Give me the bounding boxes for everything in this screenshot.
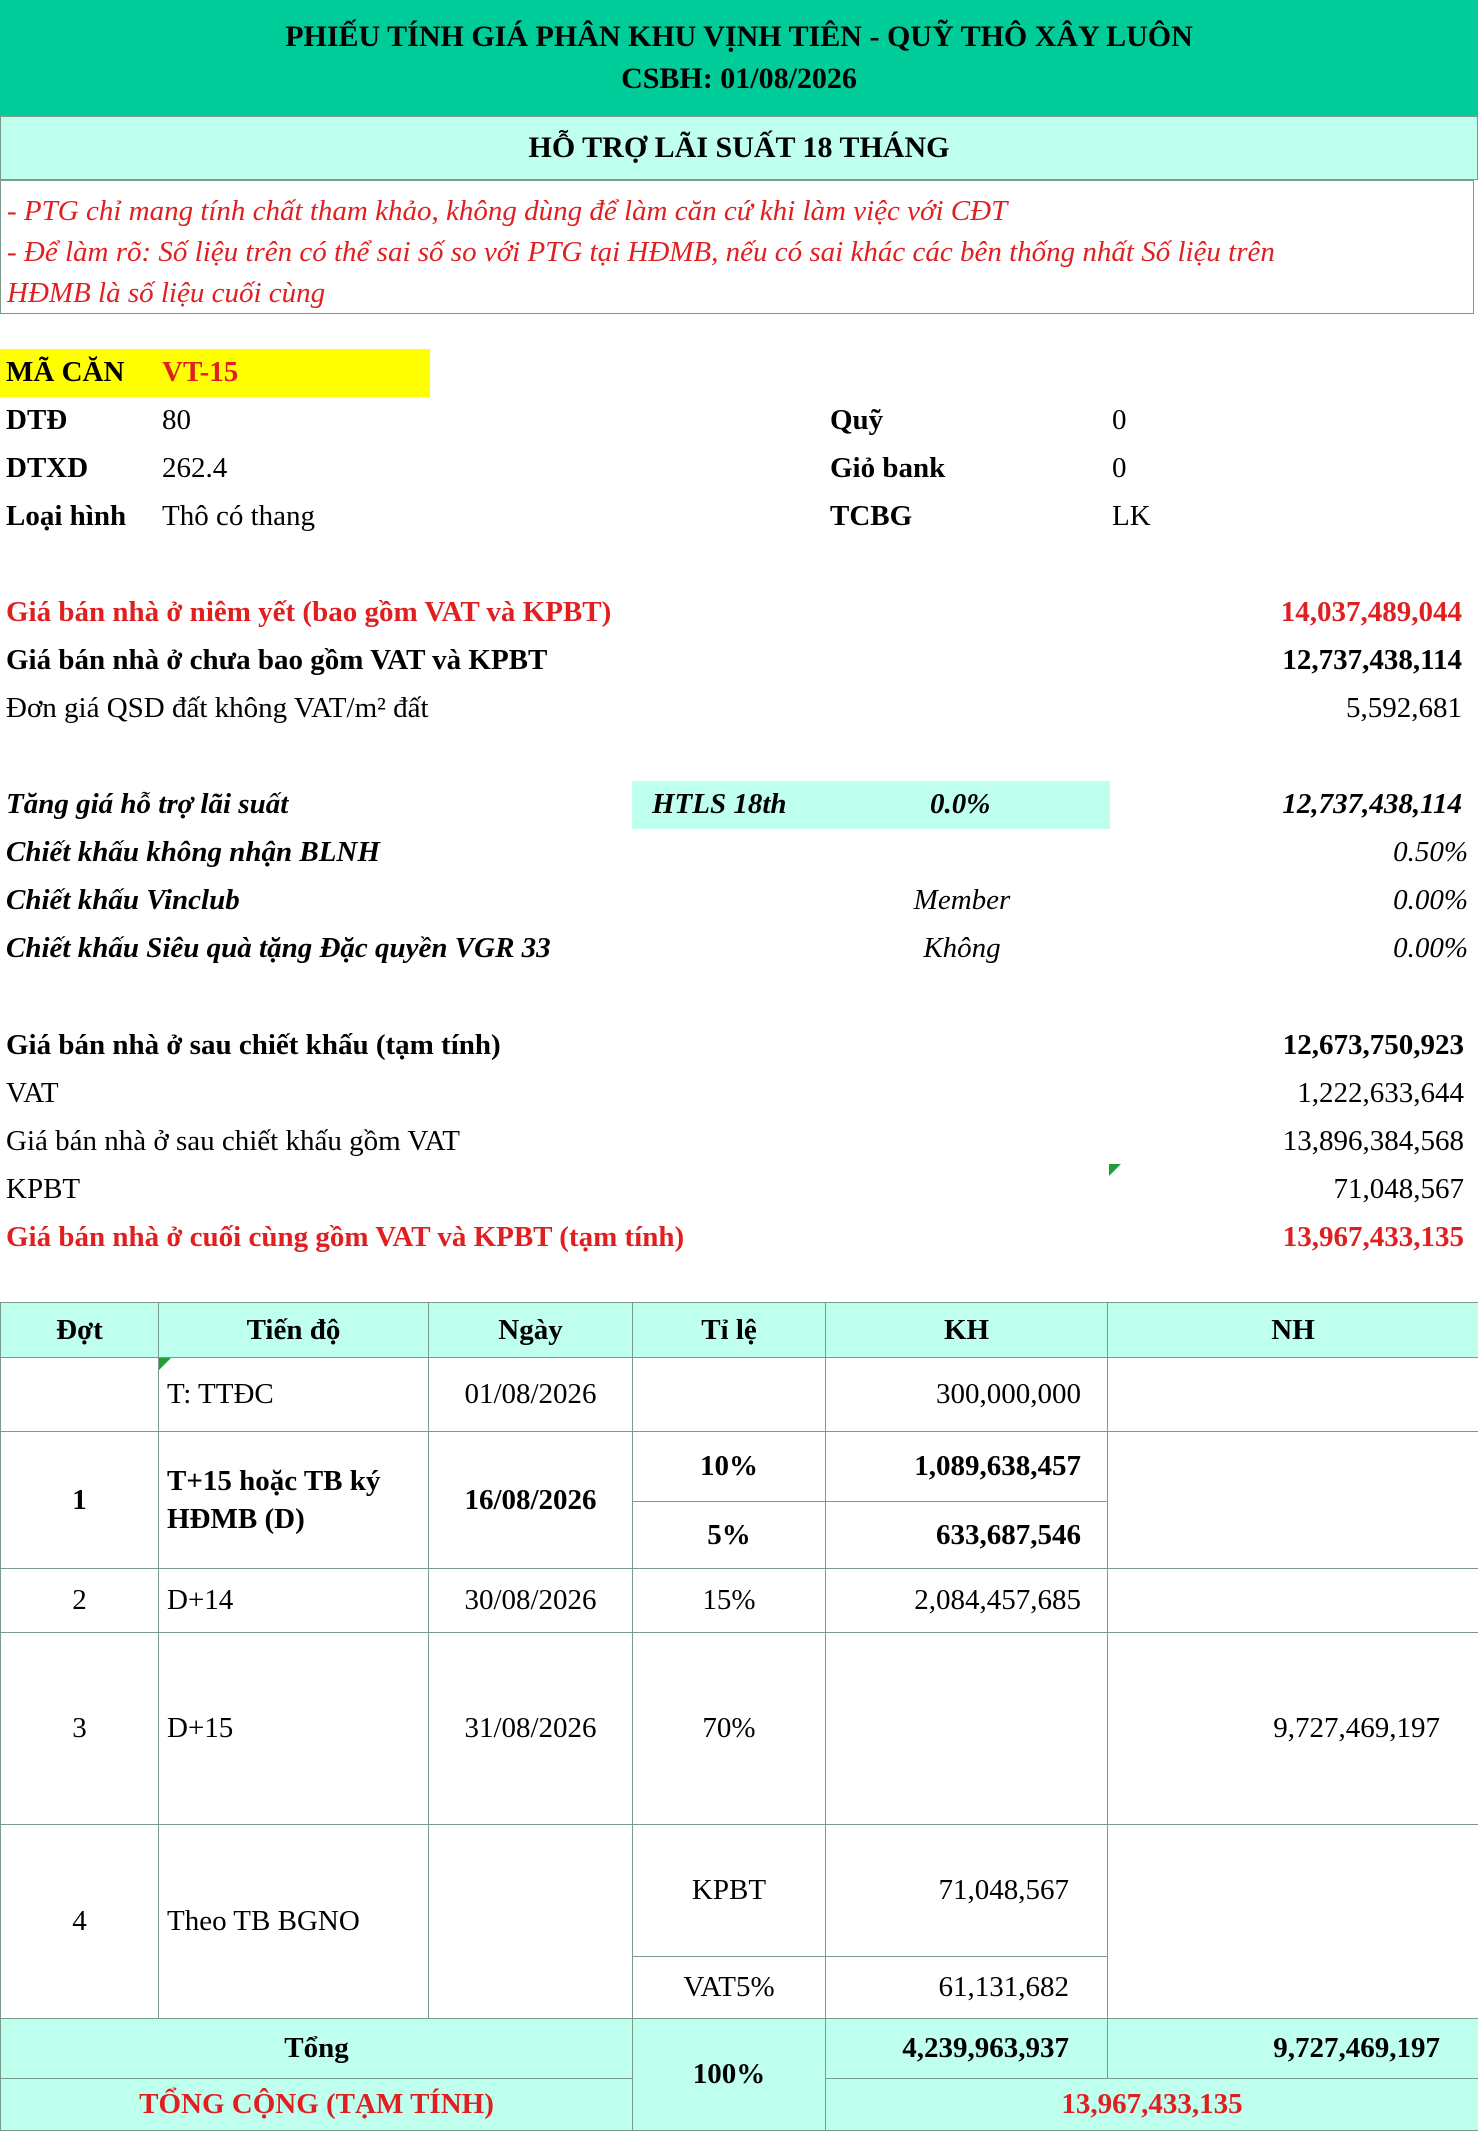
htls-percent: 0.0% [930, 788, 991, 820]
note-line: - PTG chỉ mang tính chất tham khảo, không dùng để làm căn cứ khi làm việc với CĐT [7, 195, 1008, 227]
dot-cell: 3 [1, 1633, 159, 1825]
dot-cell: 4 [1, 1825, 159, 2019]
nh-cell [1108, 1432, 1478, 1569]
total-percent: 100% [633, 2019, 826, 2131]
table-row [1, 1825, 1478, 1957]
land-unit-price-label: Đơn giá QSD đất không VAT/m² đất [6, 692, 429, 724]
date-cell [429, 1825, 633, 2019]
table-row [1, 1569, 1478, 1633]
vgr-option: Không [923, 932, 1001, 964]
page-title: PHIẾU TÍNH GIÁ PHÂN KHU VỊNH TIÊN - QUỸ THÔ XÂY LUÔN [285, 20, 1193, 53]
interest-support-value: 12,737,438,114 [1282, 788, 1462, 820]
gio-bank-label: Giỏ bank [830, 452, 946, 484]
kh-cell: 633,687,546 [826, 1502, 1108, 1569]
kpbt-value: 71,048,567 [1333, 1173, 1464, 1205]
col-header: KH [826, 1303, 1108, 1358]
after-discount-label: Giá bán nhà ở sau chiết khấu (tạm tính) [6, 1029, 501, 1061]
tcbg-value: LK [1112, 500, 1151, 532]
progress-cell: D+15 [159, 1633, 429, 1825]
htls-label: HTLS 18th [652, 788, 787, 820]
col-header: Tỉ lệ [633, 1303, 826, 1358]
list-price-value: 14,037,489,044 [1280, 596, 1462, 628]
loai-hinh-value: Thô có thang [162, 500, 316, 532]
incl-vat-value: 13,896,384,568 [1282, 1125, 1464, 1157]
date-cell: 16/08/2026 [429, 1432, 633, 1569]
csbh-date: CSBH: 01/08/2026 [621, 62, 857, 95]
interest-support-label: Tăng giá hỗ trợ lãi suất [6, 788, 289, 820]
unit-code-label: MÃ CĂN [6, 356, 125, 388]
rate-cell: 70% [633, 1633, 826, 1825]
final-price-value: 13,967,433,135 [1282, 1221, 1464, 1253]
dtxd-value: 262.4 [162, 452, 228, 484]
comment-marker-icon [159, 1358, 171, 1370]
progress-cell: D+14 [159, 1569, 429, 1633]
progress-text: T: TTĐC [167, 1378, 274, 1410]
total-kh: 4,239,963,937 [826, 2019, 1108, 2079]
gio-bank-value: 0 [1112, 452, 1127, 484]
kh-cell: 61,131,682 [826, 1957, 1108, 2019]
col-header: Ngày [429, 1303, 633, 1358]
grand-total-value: 13,967,433,135 [826, 2079, 1478, 2131]
nh-cell: 9,727,469,197 [1108, 1633, 1478, 1825]
col-header: Đợt [1, 1303, 159, 1358]
final-price-label: Giá bán nhà ở cuối cùng gồm VAT và KPBT (tạm tính) [6, 1221, 685, 1253]
quy-value: 0 [1112, 404, 1127, 436]
disclaimer-notes [0, 180, 1474, 314]
table-row [1, 1358, 1478, 1432]
payment-schedule-table [0, 1302, 1478, 2131]
kh-cell: 71,048,567 [826, 1825, 1108, 1957]
progress-cell: Theo TB BGNO [159, 1825, 429, 2019]
vat-label: VAT [6, 1077, 59, 1109]
page-header [0, 0, 1478, 116]
page-subtitle: HỖ TRỢ LÃI SUẤT 18 THÁNG [0, 116, 1478, 180]
land-unit-price-value: 5,592,681 [1346, 692, 1462, 724]
dot-cell: 2 [1, 1569, 159, 1633]
rate-cell: 10% [633, 1432, 826, 1502]
table-row [1, 1432, 1478, 1502]
kh-cell: 1,089,638,457 [826, 1432, 1108, 1502]
progress-cell: T+15 hoặc TB ký HĐMB (D) [159, 1432, 429, 1569]
price-excl-vat-label: Giá bán nhà ở chưa bao gồm VAT và KPBT [6, 644, 548, 676]
total-label: Tổng [1, 2019, 633, 2079]
dtd-value: 80 [162, 404, 191, 436]
vinclub-tier: Member [913, 884, 1011, 916]
rate-cell: 15% [633, 1569, 826, 1633]
rate-cell: KPBT [633, 1825, 826, 1957]
note-line: - Để làm rõ: Số liệu trên có thể sai số so với PTG tại HĐMB, nếu có sai khác các bên thống nhất Số liệu trên [7, 236, 1275, 268]
nh-cell [1108, 1569, 1478, 1633]
incl-vat-label: Giá bán nhà ở sau chiết khấu gồm VAT [6, 1125, 461, 1157]
col-header: NH [1108, 1303, 1478, 1358]
unit-code-value: VT-15 [162, 356, 239, 388]
note-line: HĐMB là số liệu cuối cùng [7, 277, 326, 309]
rate-cell: VAT5% [633, 1957, 826, 2019]
col-header: Tiến độ [159, 1303, 429, 1358]
grand-total-label: TỔNG CỘNG (TẠM TÍNH) [1, 2079, 633, 2131]
loai-hinh-label: Loại hình [6, 500, 127, 532]
dtd-label: DTĐ [6, 404, 68, 436]
nh-cell [1108, 1825, 1478, 2019]
kh-cell: 2,084,457,685 [826, 1569, 1108, 1633]
comment-marker-icon [1109, 1164, 1121, 1176]
date-cell: 30/08/2026 [429, 1569, 633, 1633]
table-row [1, 1633, 1478, 1825]
after-discount-value: 12,673,750,923 [1282, 1029, 1464, 1061]
total-nh: 9,727,469,197 [1108, 2019, 1478, 2079]
dtxd-label: DTXD [6, 452, 89, 484]
quy-label: Quỹ [830, 404, 884, 436]
rate-cell [633, 1358, 826, 1432]
table-header-row [1, 1303, 1478, 1358]
vinclub-discount-label: Chiết khấu Vinclub [6, 884, 240, 916]
vat-value: 1,222,633,644 [1297, 1077, 1464, 1109]
rate-cell: 5% [633, 1502, 826, 1569]
kh-cell [826, 1633, 1108, 1825]
blnh-discount-value: 0.50% [1393, 836, 1468, 868]
nh-cell [1108, 1358, 1478, 1432]
date-cell: 01/08/2026 [429, 1358, 633, 1432]
vinclub-discount-value: 0.00% [1393, 884, 1468, 916]
progress-cell [159, 1358, 429, 1432]
date-cell: 31/08/2026 [429, 1633, 633, 1825]
kpbt-label: KPBT [6, 1173, 81, 1205]
blnh-discount-label: Chiết khấu không nhận BLNH [6, 836, 380, 868]
vgr-discount-value: 0.00% [1393, 932, 1468, 964]
tcbg-label: TCBG [830, 500, 913, 532]
price-excl-vat-value: 12,737,438,114 [1282, 644, 1462, 676]
kh-cell: 300,000,000 [826, 1358, 1108, 1432]
dot-cell: 1 [1, 1432, 159, 1569]
total-row [1, 2019, 1478, 2079]
list-price-label: Giá bán nhà ở niêm yết (bao gồm VAT và KPBT) [6, 596, 612, 628]
vgr-discount-label: Chiết khấu Siêu quà tặng Đặc quyền VGR 33 [6, 932, 551, 964]
dot-cell [1, 1358, 159, 1432]
